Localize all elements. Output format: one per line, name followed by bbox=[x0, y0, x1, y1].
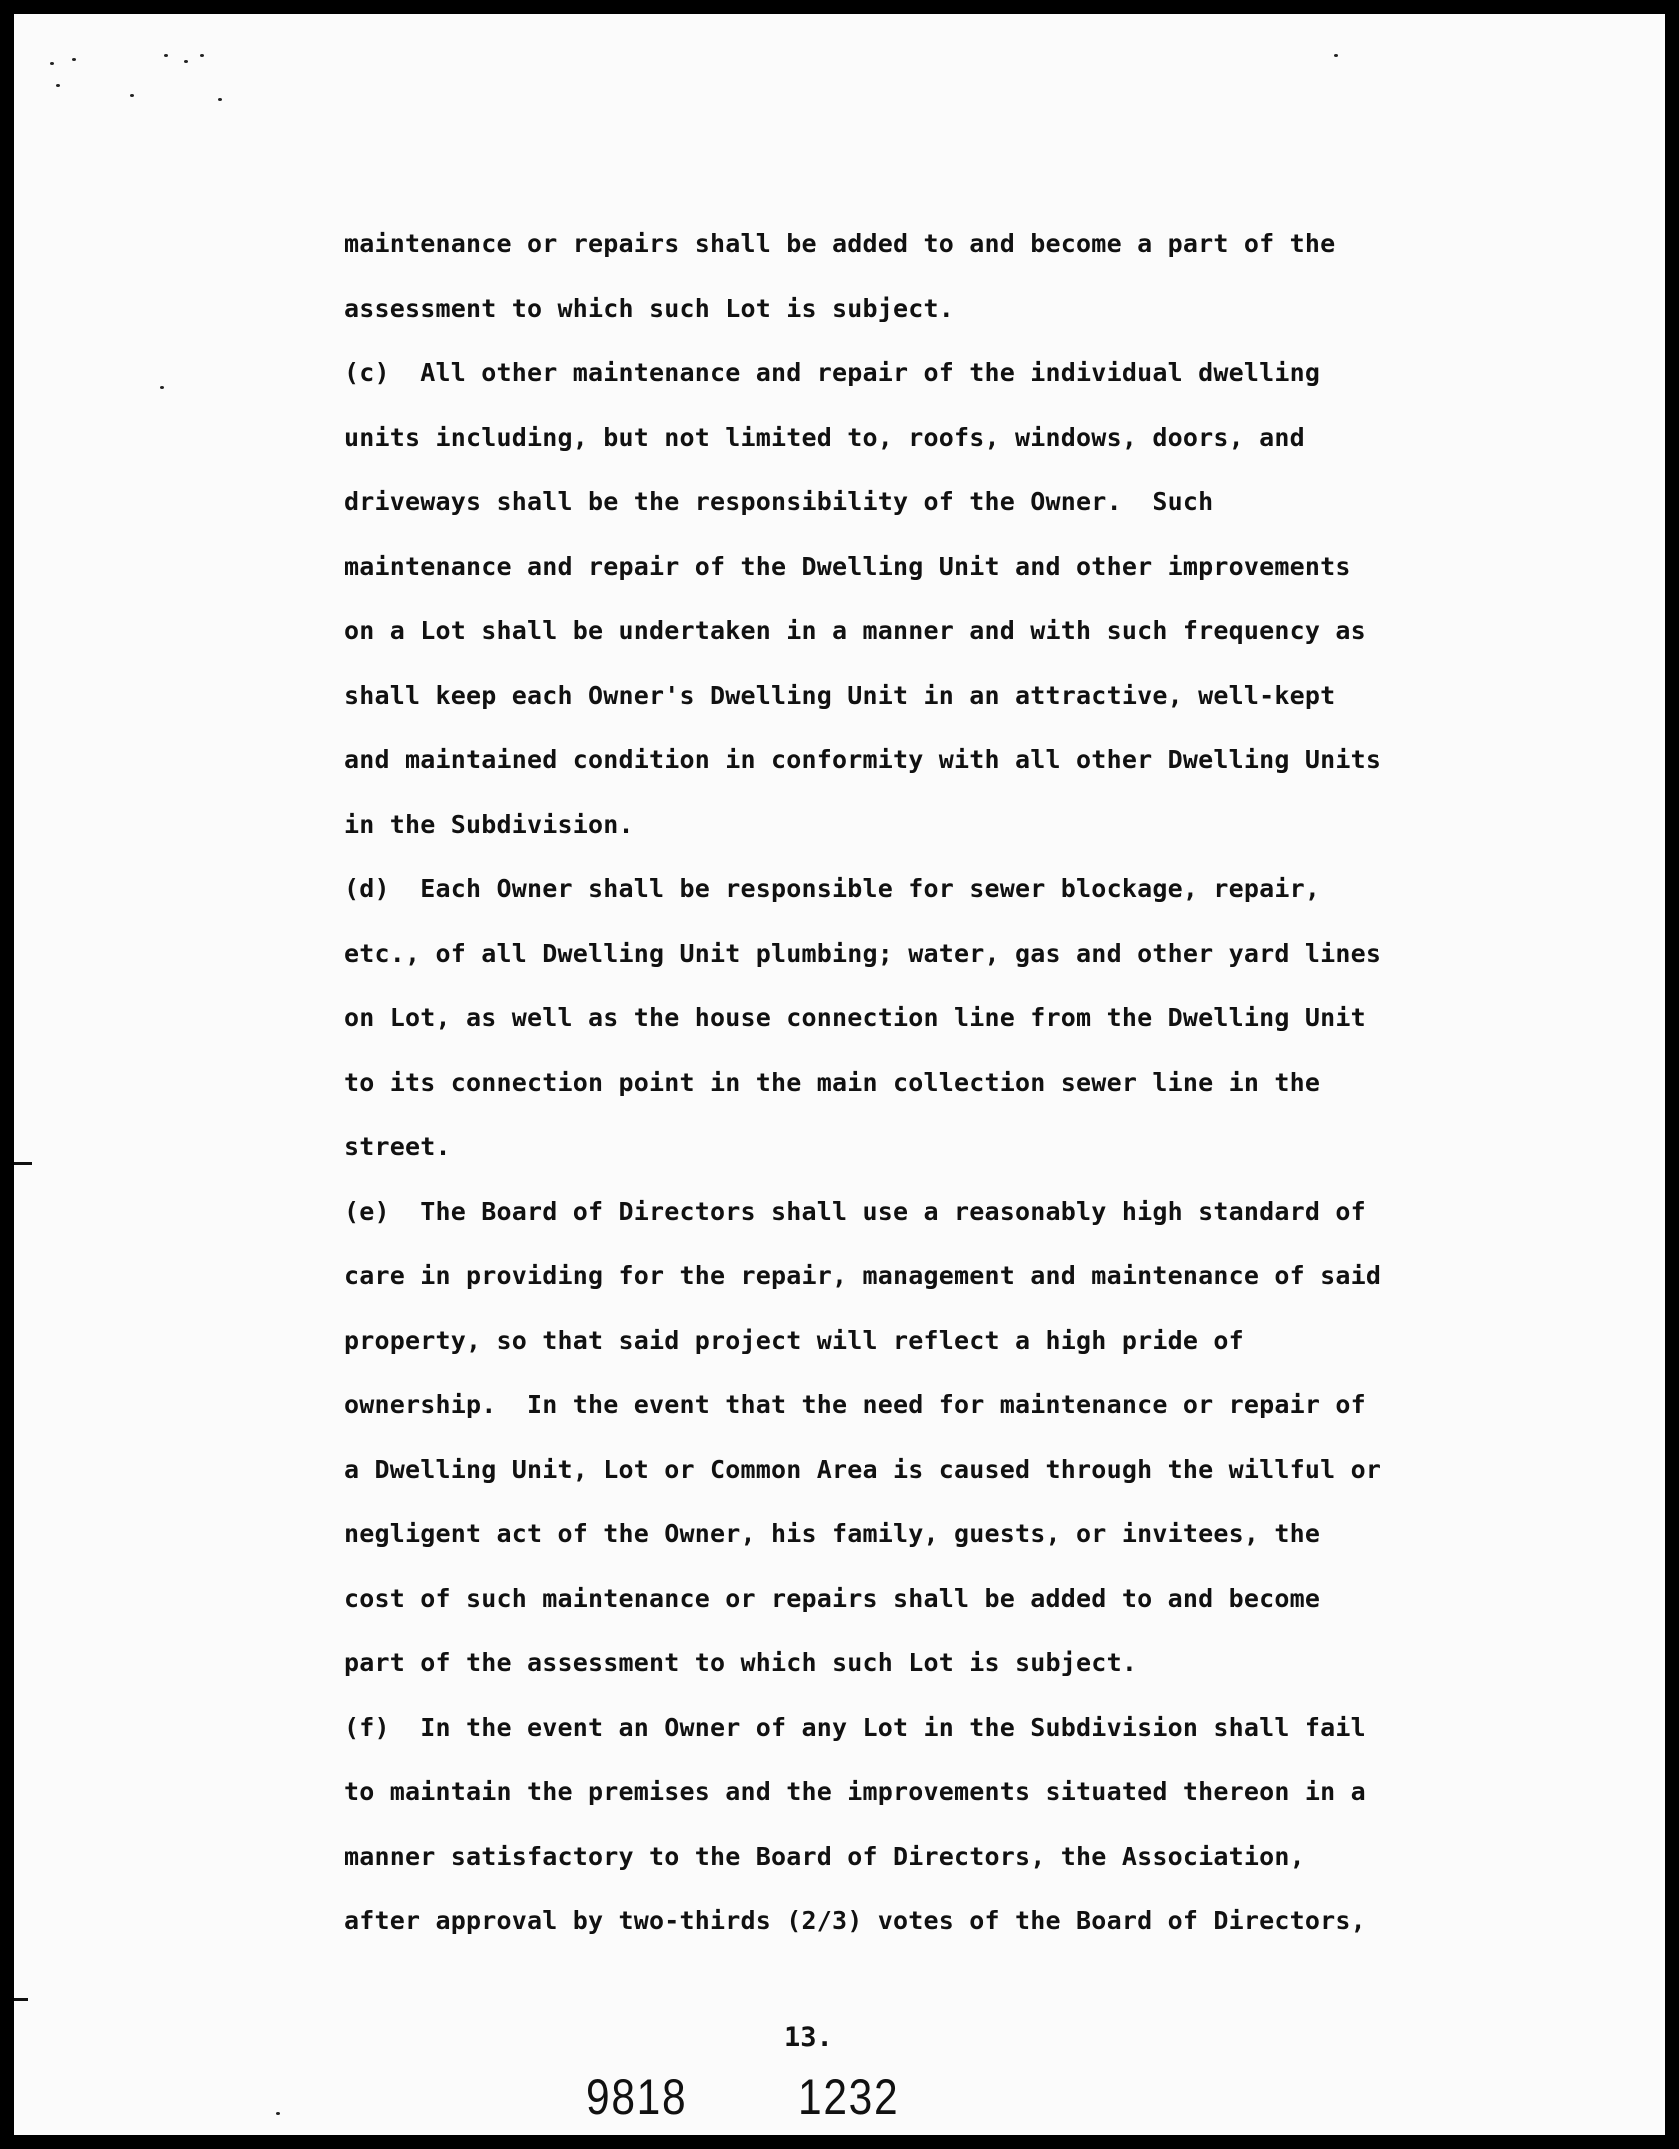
text-line: property, so that said project will reflect a high pride of bbox=[344, 1325, 1244, 1355]
text-line: care in providing for the repair, management and maintenance of said bbox=[344, 1261, 1382, 1290]
text-line: a Dwelling Unit, Lot or Common Area is caused through the willful or bbox=[344, 1454, 1382, 1484]
text-line: assessment to which such Lot is subject. bbox=[344, 293, 955, 323]
scan-edge-mark bbox=[14, 1162, 32, 1165]
text-line: in the Subdivision. bbox=[344, 809, 634, 839]
text-line: to maintain the premises and the improvements situated thereon in a bbox=[344, 1777, 1366, 1806]
text-line: street. bbox=[344, 1132, 451, 1161]
text-line: after approval by two-thirds (2/3) votes of the Board of Directors, bbox=[344, 1906, 1366, 1935]
scan-speck bbox=[160, 386, 164, 389]
scan-speck bbox=[50, 62, 54, 65]
text-line: maintenance or repairs shall be added to and become a part of the bbox=[344, 229, 1336, 258]
text-line: cost of such maintenance or repairs shall be added to and become bbox=[344, 1583, 1321, 1613]
text-line: driveways shall be the responsibility of the Owner. Such bbox=[344, 487, 1214, 516]
scan-speck bbox=[218, 98, 222, 101]
scan-speck bbox=[130, 94, 134, 97]
text-line: on Lot, as well as the house connection line from the Dwelling Unit bbox=[344, 1003, 1366, 1032]
text-line: shall keep each Owner's Dwelling Unit in an attractive, well-kept bbox=[344, 680, 1336, 710]
text-line: part of the assessment to which such Lot is subject. bbox=[344, 1648, 1138, 1677]
text-line: (c) All other maintenance and repair of the individual dwelling bbox=[344, 358, 1321, 387]
document-page bbox=[14, 14, 1665, 2135]
scan-speck bbox=[56, 84, 60, 87]
scan-speck bbox=[72, 58, 76, 61]
text-line: to its connection point in the main collection sewer line in the bbox=[344, 1067, 1321, 1097]
text-line: maintenance and repair of the Dwelling Unit and other improvements bbox=[344, 551, 1351, 581]
scan-speck bbox=[1334, 54, 1338, 57]
scan-speck bbox=[276, 2112, 280, 2115]
recording-page-number: 1232 bbox=[798, 2069, 900, 2125]
text-line: and maintained condition in conformity with all other Dwelling Units bbox=[344, 745, 1382, 774]
scan-speck bbox=[200, 54, 204, 57]
text-line: ownership. In the event that the need for maintenance or repair of bbox=[344, 1390, 1366, 1419]
text-line: (d) Each Owner shall be responsible for sewer blockage, repair, bbox=[344, 874, 1321, 903]
scan-edge-mark bbox=[14, 1998, 28, 2001]
text-line: on a Lot shall be undertaken in a manner and with such frequency as bbox=[344, 616, 1366, 645]
text-line: negligent act of the Owner, his family, guests, or invitees, the bbox=[344, 1519, 1321, 1548]
text-line: (e) The Board of Directors shall use a reasonably high standard of bbox=[344, 1196, 1366, 1226]
recording-book-number: 9818 bbox=[586, 2069, 688, 2125]
page-number: 13. bbox=[784, 2022, 833, 2053]
text-line: etc., of all Dwelling Unit plumbing; water, gas and other yard lines bbox=[344, 938, 1382, 968]
text-line: units including, but not limited to, roofs, windows, doors, and bbox=[344, 422, 1305, 452]
text-line: (f) In the event an Owner of any Lot in the Subdivision shall fail bbox=[344, 1712, 1366, 1742]
body-text bbox=[344, 212, 1484, 1954]
scan-speck bbox=[164, 54, 168, 57]
text-line: manner satisfactory to the Board of Directors, the Association, bbox=[344, 1841, 1305, 1871]
scan-speck bbox=[184, 60, 188, 63]
